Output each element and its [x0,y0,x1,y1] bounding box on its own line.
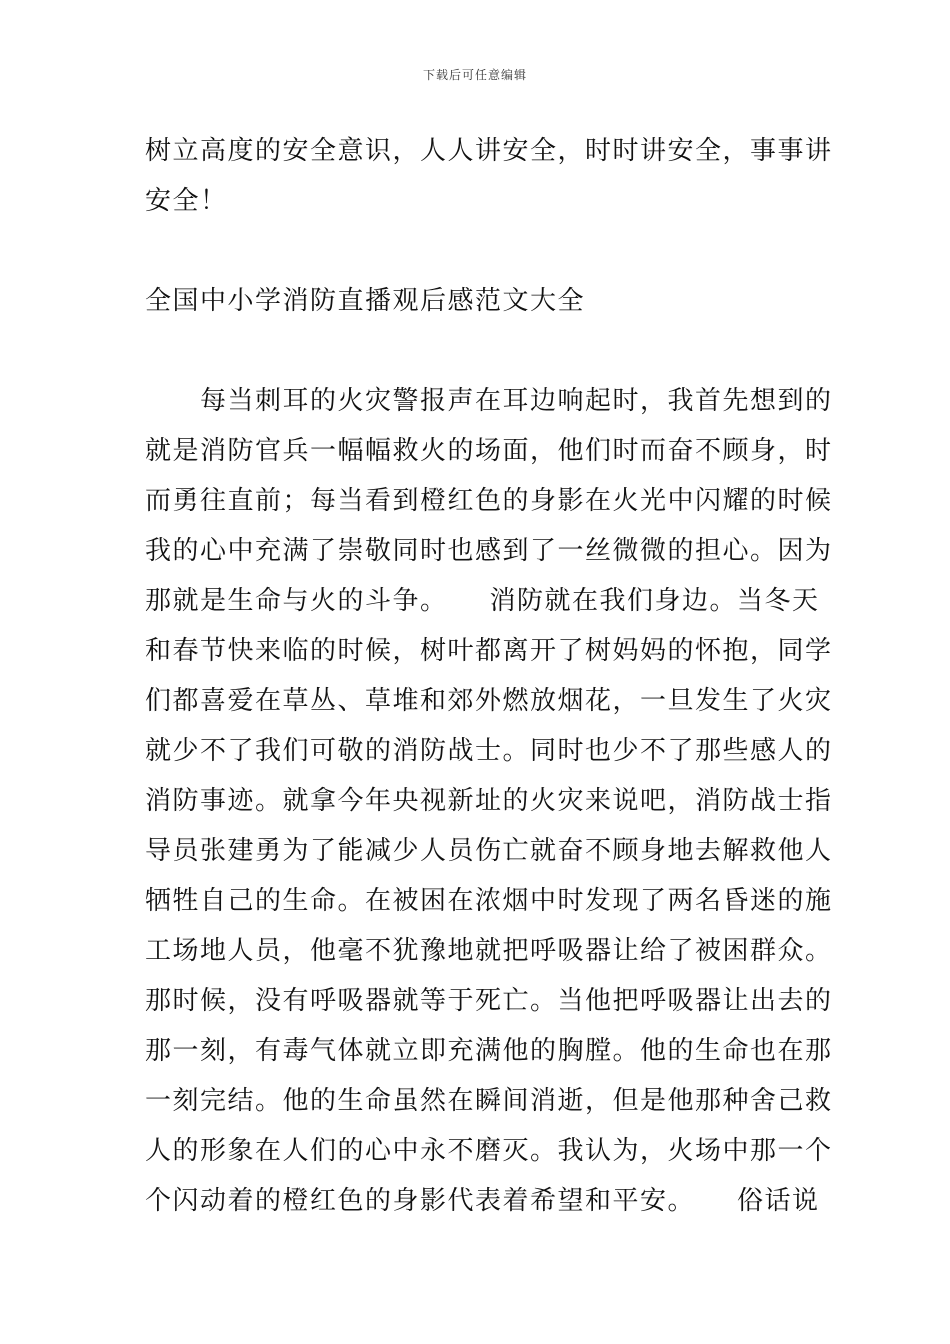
text-line: 树立高度的安全意识，人人讲安全，时时讲安全，事事讲 [145,136,833,166]
text-line: 就是消防官兵一幅幅救火的场面，他们时而奋不顾身，时 [145,436,833,466]
text-line: 安全！ [145,186,228,216]
article-title [145,276,807,326]
text-line: 就少不了我们可敬的消防战士。同时也少不了那些感人的 [145,736,833,766]
intro-paragraph [145,126,833,226]
text-line: 那就是生命与火的斗争。 消防就在我们身边。当冬天 [145,586,820,616]
text-line: 消防事迹。就拿今年央视新址的火灾来说吧，消防战士指 [145,786,833,816]
article-body [145,376,833,1226]
text-line: 每当刺耳的火灾警报声在耳边响起时，我首先想到的 [145,386,833,416]
text-line: 而勇往直前；每当看到橙红色的身影在火光中闪耀的时候 [145,486,833,516]
text-line: 工场地人员，他毫不犹豫地就把呼吸器让给了被困群众。 [145,936,833,966]
header-note: 下载后可任意编辑 [422,68,527,82]
text-line: 那时候，没有呼吸器就等于死亡。当他把呼吸器让出去的 [145,986,833,1016]
text-line: 人的形象在人们的心中永不磨灭。我认为，火场中那一个 [145,1136,833,1166]
text-line: 我的心中充满了崇敬同时也感到了一丝微微的担心。因为 [145,536,833,566]
text-line: 个闪动着的橙红色的身影代表着希望和平安。 俗话说 [145,1186,820,1216]
text-line: 牺牲自己的生命。在被困在浓烟中时发现了两名昏迷的施 [145,886,833,916]
text-line: 一刻完结。他的生命虽然在瞬间消逝，但是他那种舍己救 [145,1086,833,1116]
text-line: 和春节快来临的时候，树叶都离开了树妈妈的怀抱，同学 [145,636,833,666]
article-title-text: 全国中小学消防直播观后感范文大全 [145,286,586,316]
text-line: 们都喜爱在草丛、草堆和郊外燃放烟花，一旦发生了火灾 [145,686,833,716]
text-line: 那一刻，有毒气体就立即充满他的胸膛。他的生命也在那 [145,1036,833,1066]
text-line: 导员张建勇为了能减少人员伤亡就奋不顾身地去解救他人 [145,836,833,866]
